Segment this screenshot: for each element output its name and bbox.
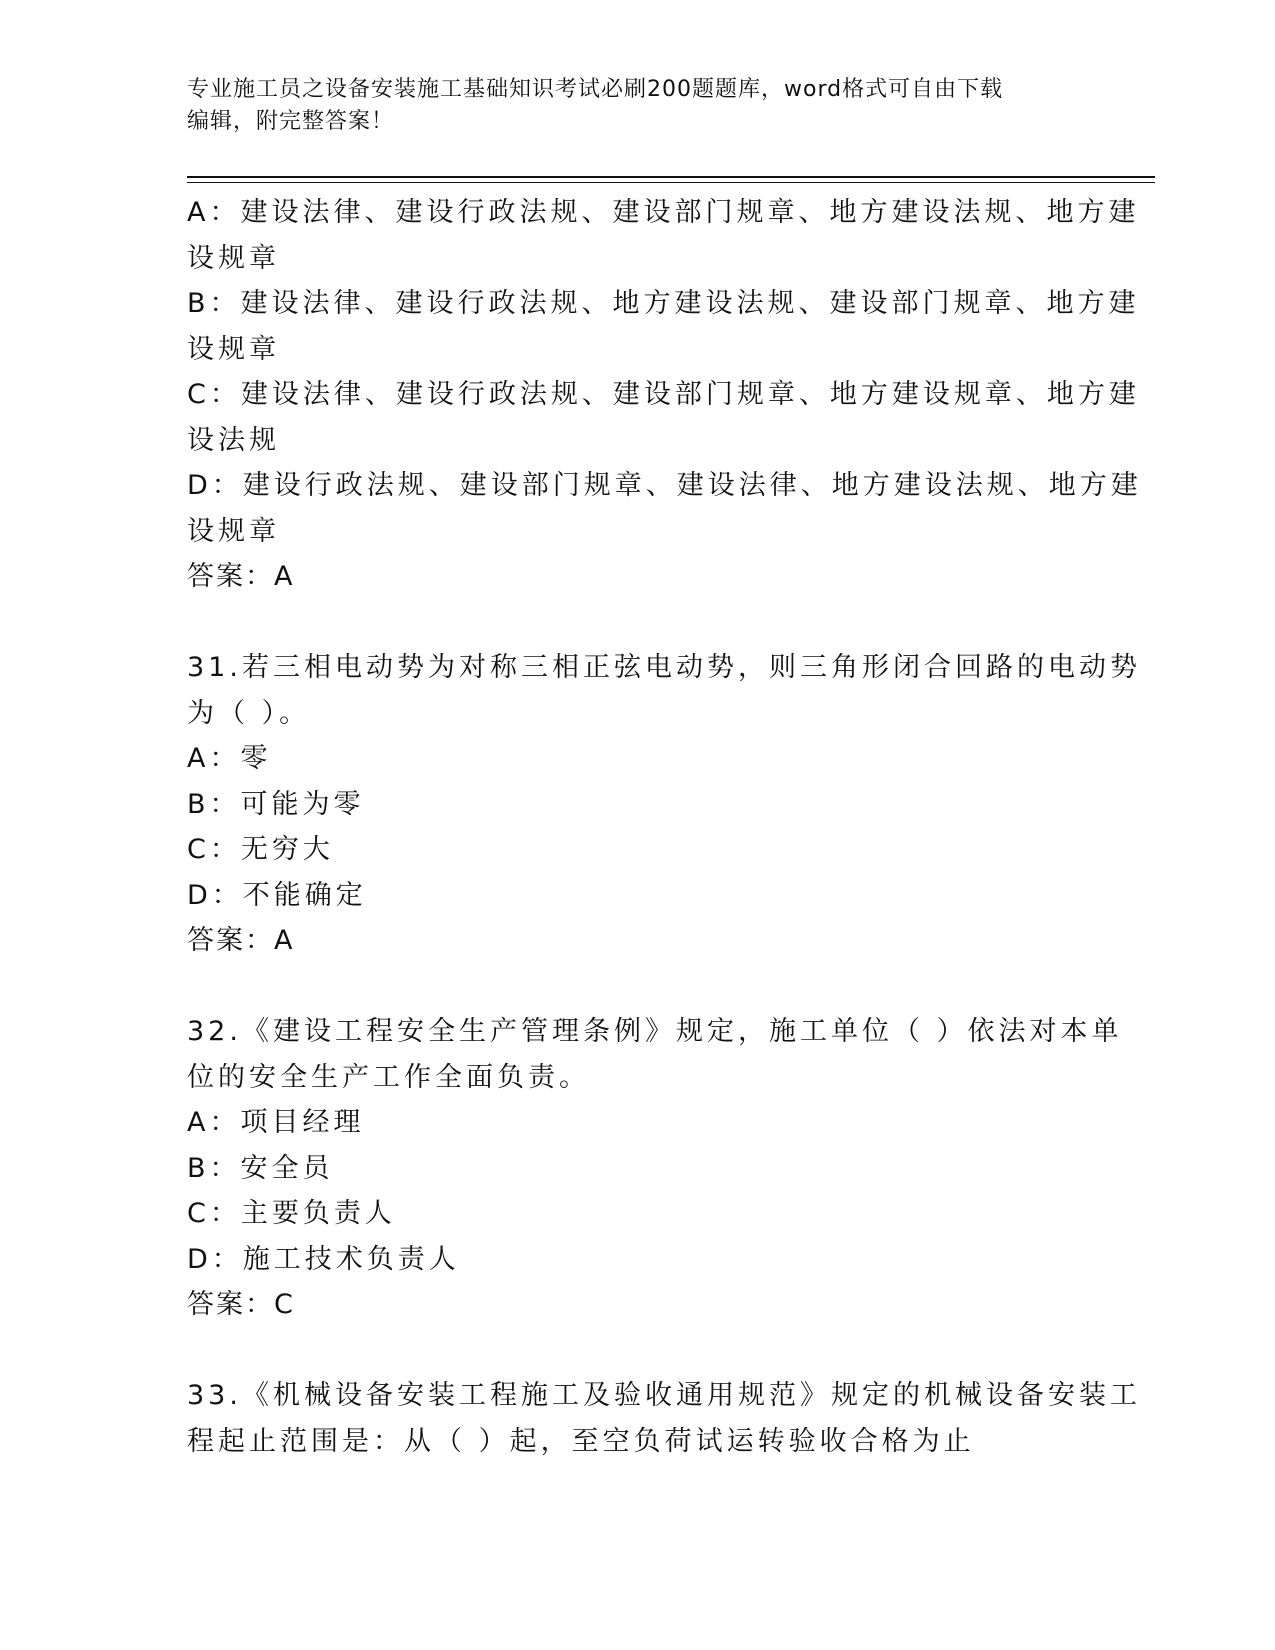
- option-b: B：建设法律、建设行政法规、地方建设法规、建设部门规章、地方建: [187, 288, 1140, 319]
- question-stem-continued: 位的安全生产工作全面负责。: [187, 1061, 590, 1093]
- question-30-options: [187, 190, 1142, 600]
- header-title-line-2: 编辑，附完整答案！: [187, 109, 395, 134]
- question-33: [187, 1373, 1141, 1464]
- option-b: B：可能为零: [187, 788, 365, 820]
- question-stem: 31.若三相电动势为对称三相正弦电动势，则三角形闭合回路的电动势: [187, 652, 1141, 683]
- question-32: [187, 1009, 1123, 1328]
- option-b-continued: 设规章: [187, 333, 280, 365]
- question-stem: 33.《机械设备安装工程施工及验收通用规范》规定的机械设备安装工: [187, 1380, 1141, 1411]
- question-stem-continued: 为（ ）。: [187, 697, 311, 729]
- option-d: D：不能确定: [187, 879, 367, 911]
- answer-label: 答案：C: [187, 1289, 295, 1320]
- question-stem: 32.《建设工程安全生产管理条例》规定，施工单位（ ）依法对本单: [187, 1016, 1123, 1047]
- header-rule-thick: [187, 176, 1155, 178]
- option-b: B：安全员: [187, 1152, 334, 1184]
- question-list: [187, 190, 1142, 1464]
- option-c-continued: 设法规: [187, 424, 280, 456]
- option-a: A：项目经理: [187, 1107, 365, 1138]
- header-title-line-1: 专业施工员之设备安装施工基础知识考试必刷200题题库，word格式可自由下载: [187, 77, 1004, 102]
- spacer: [187, 964, 1087, 1010]
- spacer: [187, 600, 1087, 646]
- option-d: D：建设行政法规、建设部门规章、建设法律、地方建设法规、地方建: [187, 470, 1142, 501]
- question-31: [187, 645, 1141, 964]
- spacer: [187, 1328, 1087, 1374]
- option-c: C：无穷大: [187, 834, 334, 865]
- header-rule-thin: [187, 182, 1155, 183]
- document-header: [187, 74, 1067, 138]
- question-stem-continued: 程起止范围是：从（ ）起，至空负荷试运转验收合格为止: [187, 1425, 975, 1457]
- option-a: A：建设法律、建设行政法规、建设部门规章、地方建设法规、地方建: [187, 197, 1140, 228]
- option-d: D：施工技术负责人: [187, 1243, 460, 1275]
- option-d-continued: 设规章: [187, 515, 280, 547]
- option-a: A：零: [187, 743, 272, 774]
- answer-label: 答案：A: [187, 561, 295, 592]
- option-c: C：建设法律、建设行政法规、建设部门规章、地方建设规章、地方建: [187, 379, 1140, 410]
- answer-label: 答案：A: [187, 925, 295, 956]
- option-a-continued: 设规章: [187, 242, 280, 274]
- option-c: C：主要负责人: [187, 1198, 396, 1229]
